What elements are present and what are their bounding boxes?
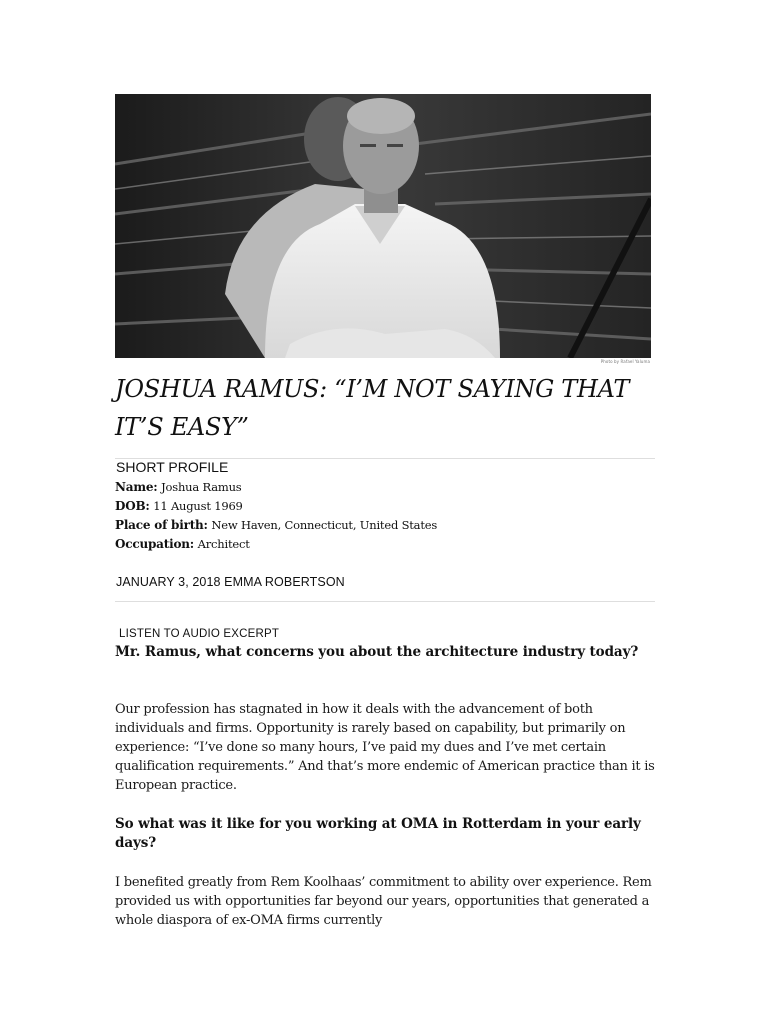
profile-row-birthplace bbox=[115, 516, 655, 535]
article-meta: JANUARY 3, 2018 EMMA ROBERTSON bbox=[116, 575, 345, 589]
question-2: So what was it like for you working at OMA in Rotterdam in your early days? bbox=[115, 816, 641, 851]
portrait-image bbox=[115, 94, 651, 358]
answer-2: I benefited greatly from Rem Koolhaas’ commitment to ability over experience. Rem provided us with opportunities far beyond our years, opportunities that generated a whole diaspora of ex-OMA firms currently bbox=[115, 875, 652, 928]
profile-value: Architect bbox=[197, 537, 250, 551]
profile-value: New Haven, Connecticut, United States bbox=[211, 518, 438, 532]
profile-row-name bbox=[115, 478, 655, 497]
answer-1: Our profession has stagnated in how it deals with the advancement of both individuals and firms. Opportunity is rarely based on capability, but primarily on experience: “I’ve done so many hours, I’ve paid my dues and I’ve met certain qualification requirements.” And that’s more endemic of American practice than it is European practice. bbox=[115, 702, 655, 793]
profile-value: 11 August 1969 bbox=[153, 499, 243, 513]
audio-excerpt-link[interactable]: LISTEN TO AUDIO EXCERPT bbox=[119, 628, 280, 640]
profile-list bbox=[115, 478, 655, 554]
hero-photo bbox=[115, 94, 651, 358]
profile-row-dob bbox=[115, 497, 655, 516]
photo-credit: Photo by Rafael Yaluma bbox=[600, 359, 650, 364]
divider bbox=[115, 601, 655, 602]
question-1: Mr. Ramus, what concerns you about the architecture industry today? bbox=[115, 644, 639, 660]
profile-value: Joshua Ramus bbox=[161, 480, 242, 494]
profile-label: DOB: bbox=[115, 499, 150, 513]
profile-row-occupation bbox=[115, 535, 655, 554]
profile-label: Place of birth: bbox=[115, 518, 208, 532]
article-title: JOSHUA RAMUS: “I’M NOT SAYING THAT IT’S EASY” bbox=[115, 375, 630, 441]
profile-heading: SHORT PROFILE bbox=[116, 459, 229, 475]
profile-label: Name: bbox=[115, 480, 158, 494]
profile-label: Occupation: bbox=[115, 537, 195, 551]
